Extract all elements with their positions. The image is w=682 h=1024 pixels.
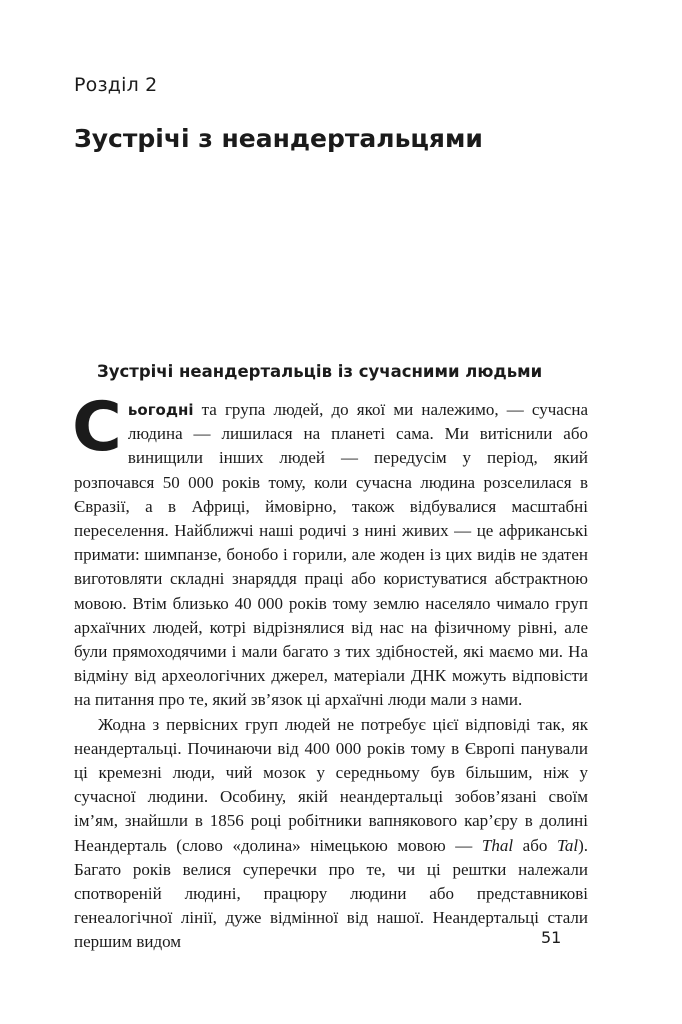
paragraph-2-text-mid: або: [513, 835, 557, 855]
term-thal: Thal: [481, 835, 514, 855]
section-heading: Зустрічі неандертальців із сучасними людьми: [97, 362, 543, 381]
paragraph-1-text: та група людей, до якої ми належимо, — сучасна людина — лишилася на планеті сама. Ми витіснили або винищили інших людей — передусім у період, який розпочався 50 000 років тому, коли сучасна людина розселилася в Євразії, а в Африці, ймовірно, також відбувалися масштабні переселення. Найближчі наші родичі з нині живих — це африканські примати: шимпанзе, бонобо і горили, але жоден із цих видів не здатен виготовляти складні знаряддя праці або користуватися абстрактною мовою. Втім близько 40 000 років тому землю населяло чимало груп архаїчних людей, котрі відрізнялися від нас на фізичному рівні, але були прямоходячими і мали багато з тих здібностей, які маємо ми. На відміну від археологічних джерел, матеріали ДНК можуть відповісти на питання про те, який зв’язок ці архаїчні люди мали з нами.: [74, 400, 588, 710]
term-tal: Tal: [556, 835, 579, 855]
chapter-title: Зустрічі з неандертальцями: [74, 124, 483, 153]
paragraph-2-text-before: Жодна з первісних груп людей не потребує цієї відповіді так, як неандертальці. Починаючи від 400 000 років тому в Європі панували ці кремезні люди, чий мозок у середньому був більшим, ніж у сучасної людини. Особину, якій неандертальці зобов’язані своїм ім’ям, знайшли в 1856 році робітники вапнякового кар’єру в долині Неандерталь (слово «долина» німецькою мовою —: [74, 714, 588, 855]
page-number: 51: [541, 928, 562, 947]
paragraph-2-text-after: ). Багато років велися суперечки про те, чи ці рештки належали спотвореній людині, працюру людини або представникові генеалогічної лінії, дуже відмінної від нашої. Неандертальці стали першим видом: [74, 835, 588, 952]
chapter-label: Розділ 2: [74, 74, 158, 96]
drop-cap: С: [72, 388, 122, 467]
paragraph-1: [72, 388, 588, 713]
body-text: [72, 388, 588, 955]
paragraph-2: [74, 713, 588, 955]
lead-in: ьогодні: [127, 401, 194, 419]
